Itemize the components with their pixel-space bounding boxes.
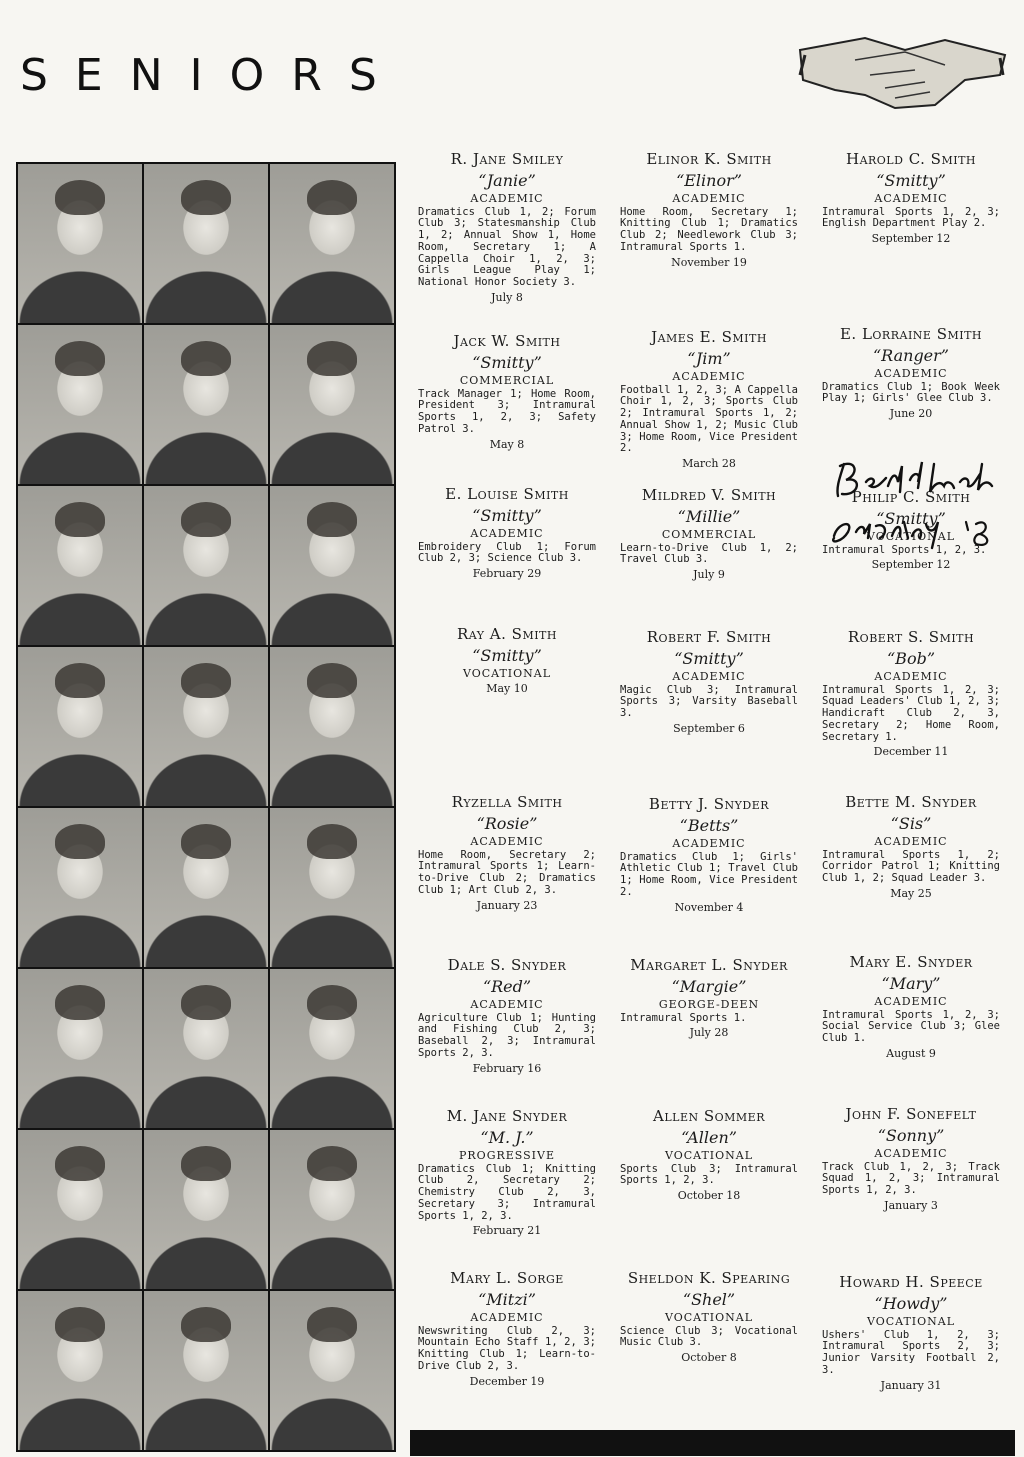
student-name: Harold C. Smith <box>845 150 976 168</box>
senior-entry <box>816 628 1006 758</box>
student-activities: Dramatics Club 1, 2; Forum Club 3; Statesmanship Club 1, 2; Annual Show 1, Home Room, Secretary 1; A Cappella Choir 1, 2, 3; Girls League Play 1; National Honor Society 3. <box>418 205 596 288</box>
student-birthday: October 8 <box>681 1351 737 1365</box>
student-nickname: “Mitzi” <box>478 1290 536 1309</box>
student-nickname: “Ranger” <box>873 346 949 365</box>
student-nickname: “Howdy” <box>874 1294 948 1313</box>
student-course: ACADEMIC <box>470 527 544 540</box>
student-nickname: “Mary” <box>881 974 941 993</box>
student-course: VOCATIONAL <box>664 1311 754 1324</box>
student-activities: Sports Club 3; Intramural Sports 1, 2, 3. <box>620 1162 798 1187</box>
student-birthday: February 16 <box>472 1061 542 1075</box>
portrait-photo <box>18 164 142 323</box>
student-activities: Track Manager 1; Home Room, President 3; Intramural Sports 1, 2, 3; Safety Patrol 3. <box>418 387 596 435</box>
student-activities: Intramural Sports 1, 2, 3; Squad Leaders' Club 1, 2, 3; Handicraft Club 2, 3, Secretary 2; Home Room, Secretary 1. <box>822 683 1000 743</box>
senior-entry <box>614 328 804 470</box>
portrait-photo <box>270 486 394 645</box>
student-name: Jack W. Smith <box>453 332 561 350</box>
student-activities: Intramural Sports 1, 2, 3; English Department Play 2. <box>822 205 1000 230</box>
handwritten-autograph <box>826 452 1006 552</box>
senior-entry <box>412 1269 602 1387</box>
student-activities: Dramatics Club 1; Girls' Athletic Club 1; Travel Club 1; Home Room, Vice President 2. <box>620 850 798 898</box>
student-nickname: “Bob” <box>887 649 935 668</box>
student-activities: Home Room, Secretary 1; Knitting Club 1; Dramatics Club 2; Needlework Club 3; Intramural Sports 1. <box>620 205 798 253</box>
portrait-photo <box>18 808 142 967</box>
senior-entries <box>412 150 1010 1430</box>
senior-entry <box>816 953 1006 1060</box>
student-name: Ryzella Smith <box>451 793 563 811</box>
student-name: Robert S. Smith <box>847 628 975 646</box>
student-activities: Intramural Sports 1, 2, 3; Social Service Club 3; Glee Club 1. <box>822 1008 1000 1045</box>
student-birthday: September 12 <box>871 232 951 246</box>
student-name: Mary L. Sorge <box>450 1269 564 1287</box>
student-course: ACADEMIC <box>672 370 746 383</box>
student-course: ACADEMIC <box>874 995 948 1008</box>
student-activities: Track Club 1, 2, 3; Track Squad 1, 2, 3; Intramural Sports 1, 2, 3. <box>822 1160 1000 1197</box>
student-birthday: May 25 <box>890 886 932 900</box>
senior-entry <box>614 150 804 268</box>
senior-entry <box>614 795 804 913</box>
student-course: ACADEMIC <box>470 192 544 205</box>
student-activities: Intramural Sports 1. <box>620 1011 747 1024</box>
student-birthday: January 23 <box>476 898 538 912</box>
student-birthday: January 31 <box>880 1378 942 1392</box>
student-course: ACADEMIC <box>672 670 746 683</box>
senior-entry <box>412 332 602 450</box>
student-birthday: July 28 <box>689 1026 729 1040</box>
senior-entry <box>412 956 602 1074</box>
student-nickname: “Red” <box>482 977 532 996</box>
portrait-photo <box>144 1130 268 1289</box>
student-birthday: September 6 <box>673 721 745 735</box>
student-activities: Magic Club 3; Intramural Sports 3; Varsity Baseball 3. <box>620 683 798 720</box>
student-course: ACADEMIC <box>672 837 746 850</box>
student-course: ACADEMIC <box>470 835 544 848</box>
student-birthday: May 8 <box>489 437 525 451</box>
student-name: Allen Sommer <box>653 1107 765 1125</box>
student-course: COMMERCIAL <box>661 528 757 541</box>
student-name: Sheldon K. Spearing <box>627 1269 791 1287</box>
student-nickname: “M. J.” <box>480 1128 534 1147</box>
student-nickname: “Sonny” <box>877 1126 945 1145</box>
senior-entry <box>412 485 602 580</box>
student-name: James E. Smith <box>651 328 767 346</box>
student-course: VOCATIONAL <box>866 530 956 543</box>
student-name: Mildred V. Smith <box>641 486 777 504</box>
student-course: ACADEMIC <box>470 998 544 1011</box>
student-course: VOCATIONAL <box>462 667 552 680</box>
student-birthday: November 19 <box>671 255 747 269</box>
student-activities: Football 1, 2, 3; A Cappella Choir 1, 2, 3; Sports Club 2; Intramural Sports 1, 2; Annual Show 1, 2; Music Club 3; Home Room, Vice President 2. <box>620 383 798 455</box>
portrait-photo <box>18 325 142 484</box>
student-course: ACADEMIC <box>672 192 746 205</box>
senior-entry <box>614 1107 804 1202</box>
student-birthday: March 28 <box>682 456 736 470</box>
student-name: Howard H. Speece <box>839 1273 983 1291</box>
senior-entry <box>816 1273 1006 1391</box>
student-birthday: August 9 <box>886 1046 936 1060</box>
portrait-photo <box>144 969 268 1128</box>
student-birthday: June 20 <box>889 407 933 421</box>
student-activities: Intramural Sports 1, 2; Corridor Patrol 1; Knitting Club 1, 2; Squad Leader 3. <box>822 848 1000 885</box>
portrait-photo <box>144 1291 268 1450</box>
student-course: ACADEMIC <box>874 367 948 380</box>
portrait-photo <box>144 486 268 645</box>
senior-entry <box>614 628 804 735</box>
senior-entry <box>816 150 1006 245</box>
portrait-photo <box>18 969 142 1128</box>
student-birthday: February 29 <box>472 567 542 581</box>
student-nickname: “Margie” <box>671 977 747 996</box>
student-nickname: “Rosie” <box>476 814 538 833</box>
senior-entry <box>816 793 1006 900</box>
student-birthday: January 3 <box>884 1198 938 1212</box>
portrait-photo <box>18 1291 142 1450</box>
portrait-photo <box>270 1291 394 1450</box>
portrait-photo <box>144 164 268 323</box>
student-course: VOCATIONAL <box>664 1149 754 1162</box>
senior-entry <box>614 486 804 581</box>
student-name: E. Lorraine Smith <box>839 325 983 343</box>
student-nickname: “Allen” <box>681 1128 737 1147</box>
student-activities: Agriculture Club 1; Hunting and Fishing Club 2, 3; Baseball 2, 3; Intramural Sports 2, 3. <box>418 1011 596 1059</box>
student-name: Elinor K. Smith <box>646 150 772 168</box>
student-course: ACADEMIC <box>874 670 948 683</box>
senior-entry <box>412 150 602 303</box>
student-name: Mary E. Snyder <box>849 953 973 971</box>
portrait-photo <box>18 1130 142 1289</box>
student-course: ACADEMIC <box>874 192 948 205</box>
student-nickname: “Smitty” <box>674 649 744 668</box>
student-nickname: “Smitty” <box>472 506 542 525</box>
student-name: Dale S. Snyder <box>447 956 567 974</box>
student-activities: Ushers' Club 1, 2, 3; Intramural Sports 2, 3; Junior Varsity Football 2, 3. <box>822 1328 1000 1376</box>
student-name: Betty J. Snyder <box>648 795 770 813</box>
student-name: Bette M. Snyder <box>845 793 977 811</box>
portrait-photo <box>144 647 268 806</box>
portrait-photo <box>18 647 142 806</box>
student-name: Philip C. Smith <box>851 488 971 506</box>
student-activities: Newswriting Club 2, 3; Mountain Echo Staff 1, 2, 3; Knitting Club 1; Learn-to-Drive Club 2, 3. <box>418 1324 596 1372</box>
student-activities: Science Club 3; Vocational Music Club 3. <box>620 1324 798 1349</box>
student-nickname: “Smitty” <box>472 353 542 372</box>
student-birthday: July 8 <box>491 290 523 304</box>
student-birthday: December 19 <box>469 1374 545 1388</box>
portrait-photo <box>270 325 394 484</box>
student-nickname: “Shel” <box>682 1290 736 1309</box>
student-activities: Intramural Sports 1, 2, 3. <box>822 543 987 556</box>
student-name: Margaret L. Snyder <box>630 956 788 974</box>
portrait-photo <box>270 164 394 323</box>
senior-entry <box>614 1269 804 1364</box>
student-activities: Dramatics Club 1; Book Week Play 1; Girls' Glee Club 3. <box>822 380 1000 405</box>
student-name: E. Louise Smith <box>445 485 569 503</box>
student-nickname: “Jim” <box>687 349 731 368</box>
portrait-photo-grid <box>16 162 396 1452</box>
senior-entry <box>412 1107 602 1237</box>
student-activities: Learn-to-Drive Club 1, 2; Travel Club 3. <box>620 541 798 566</box>
student-birthday: December 11 <box>873 745 949 759</box>
senior-entry <box>816 325 1006 420</box>
portrait-photo <box>270 1130 394 1289</box>
student-birthday: July 9 <box>693 568 725 582</box>
student-name: R. Jane Smiley <box>450 150 564 168</box>
student-course: COMMERCIAL <box>459 374 555 387</box>
senior-entry <box>816 1105 1006 1212</box>
page-title: SENIORS <box>20 50 404 101</box>
student-name: Ray A. Smith <box>456 625 557 643</box>
student-nickname: “Janie” <box>478 171 536 190</box>
portrait-photo <box>18 486 142 645</box>
student-nickname: “Betts” <box>679 816 739 835</box>
student-course: ACADEMIC <box>874 1147 948 1160</box>
portrait-photo <box>270 647 394 806</box>
student-name: M. Jane Snyder <box>446 1107 568 1125</box>
portrait-photo <box>270 969 394 1128</box>
student-birthday: September 12 <box>871 558 951 572</box>
student-nickname: “Elinor” <box>676 171 742 190</box>
student-course: ACADEMIC <box>470 1311 544 1324</box>
student-activities: Embroidery Club 1; Forum Club 2, 3; Science Club 3. <box>418 540 596 565</box>
senior-entry <box>614 956 804 1039</box>
student-nickname: “Millie” <box>677 507 741 526</box>
portrait-photo <box>144 325 268 484</box>
student-birthday: February 21 <box>472 1224 542 1238</box>
portrait-photo <box>144 808 268 967</box>
handshake-icon <box>795 20 1010 115</box>
senior-entry <box>412 793 602 911</box>
student-activities: Dramatics Club 1; Knitting Club 2, Secretary 2; Chemistry Club 2, 3, Secretary 3; Intramural Sports 1, 2, 3. <box>418 1162 596 1222</box>
student-activities: Home Room, Secretary 2; Intramural Sports 1; Learn-to-Drive Club 2; Dramatics Club 1; Art Club 2, 3. <box>418 848 596 896</box>
student-nickname: “Smitty” <box>876 509 946 528</box>
student-course: VOCATIONAL <box>866 1315 956 1328</box>
senior-entry <box>412 625 602 694</box>
student-nickname: “Smitty” <box>876 171 946 190</box>
student-birthday: October 18 <box>677 1189 741 1203</box>
student-birthday: May 10 <box>486 681 528 695</box>
student-name: Robert F. Smith <box>646 628 772 646</box>
student-nickname: “Smitty” <box>472 646 542 665</box>
student-course: ACADEMIC <box>874 835 948 848</box>
student-course: PROGRESSIVE <box>459 1149 555 1162</box>
portrait-photo <box>270 808 394 967</box>
student-birthday: November 4 <box>674 900 744 914</box>
student-nickname: “Sis” <box>890 814 932 833</box>
student-name: John F. Sonefelt <box>845 1105 977 1123</box>
bottom-rule <box>410 1430 1015 1456</box>
student-course: GEORGE-DEEN <box>658 998 760 1011</box>
